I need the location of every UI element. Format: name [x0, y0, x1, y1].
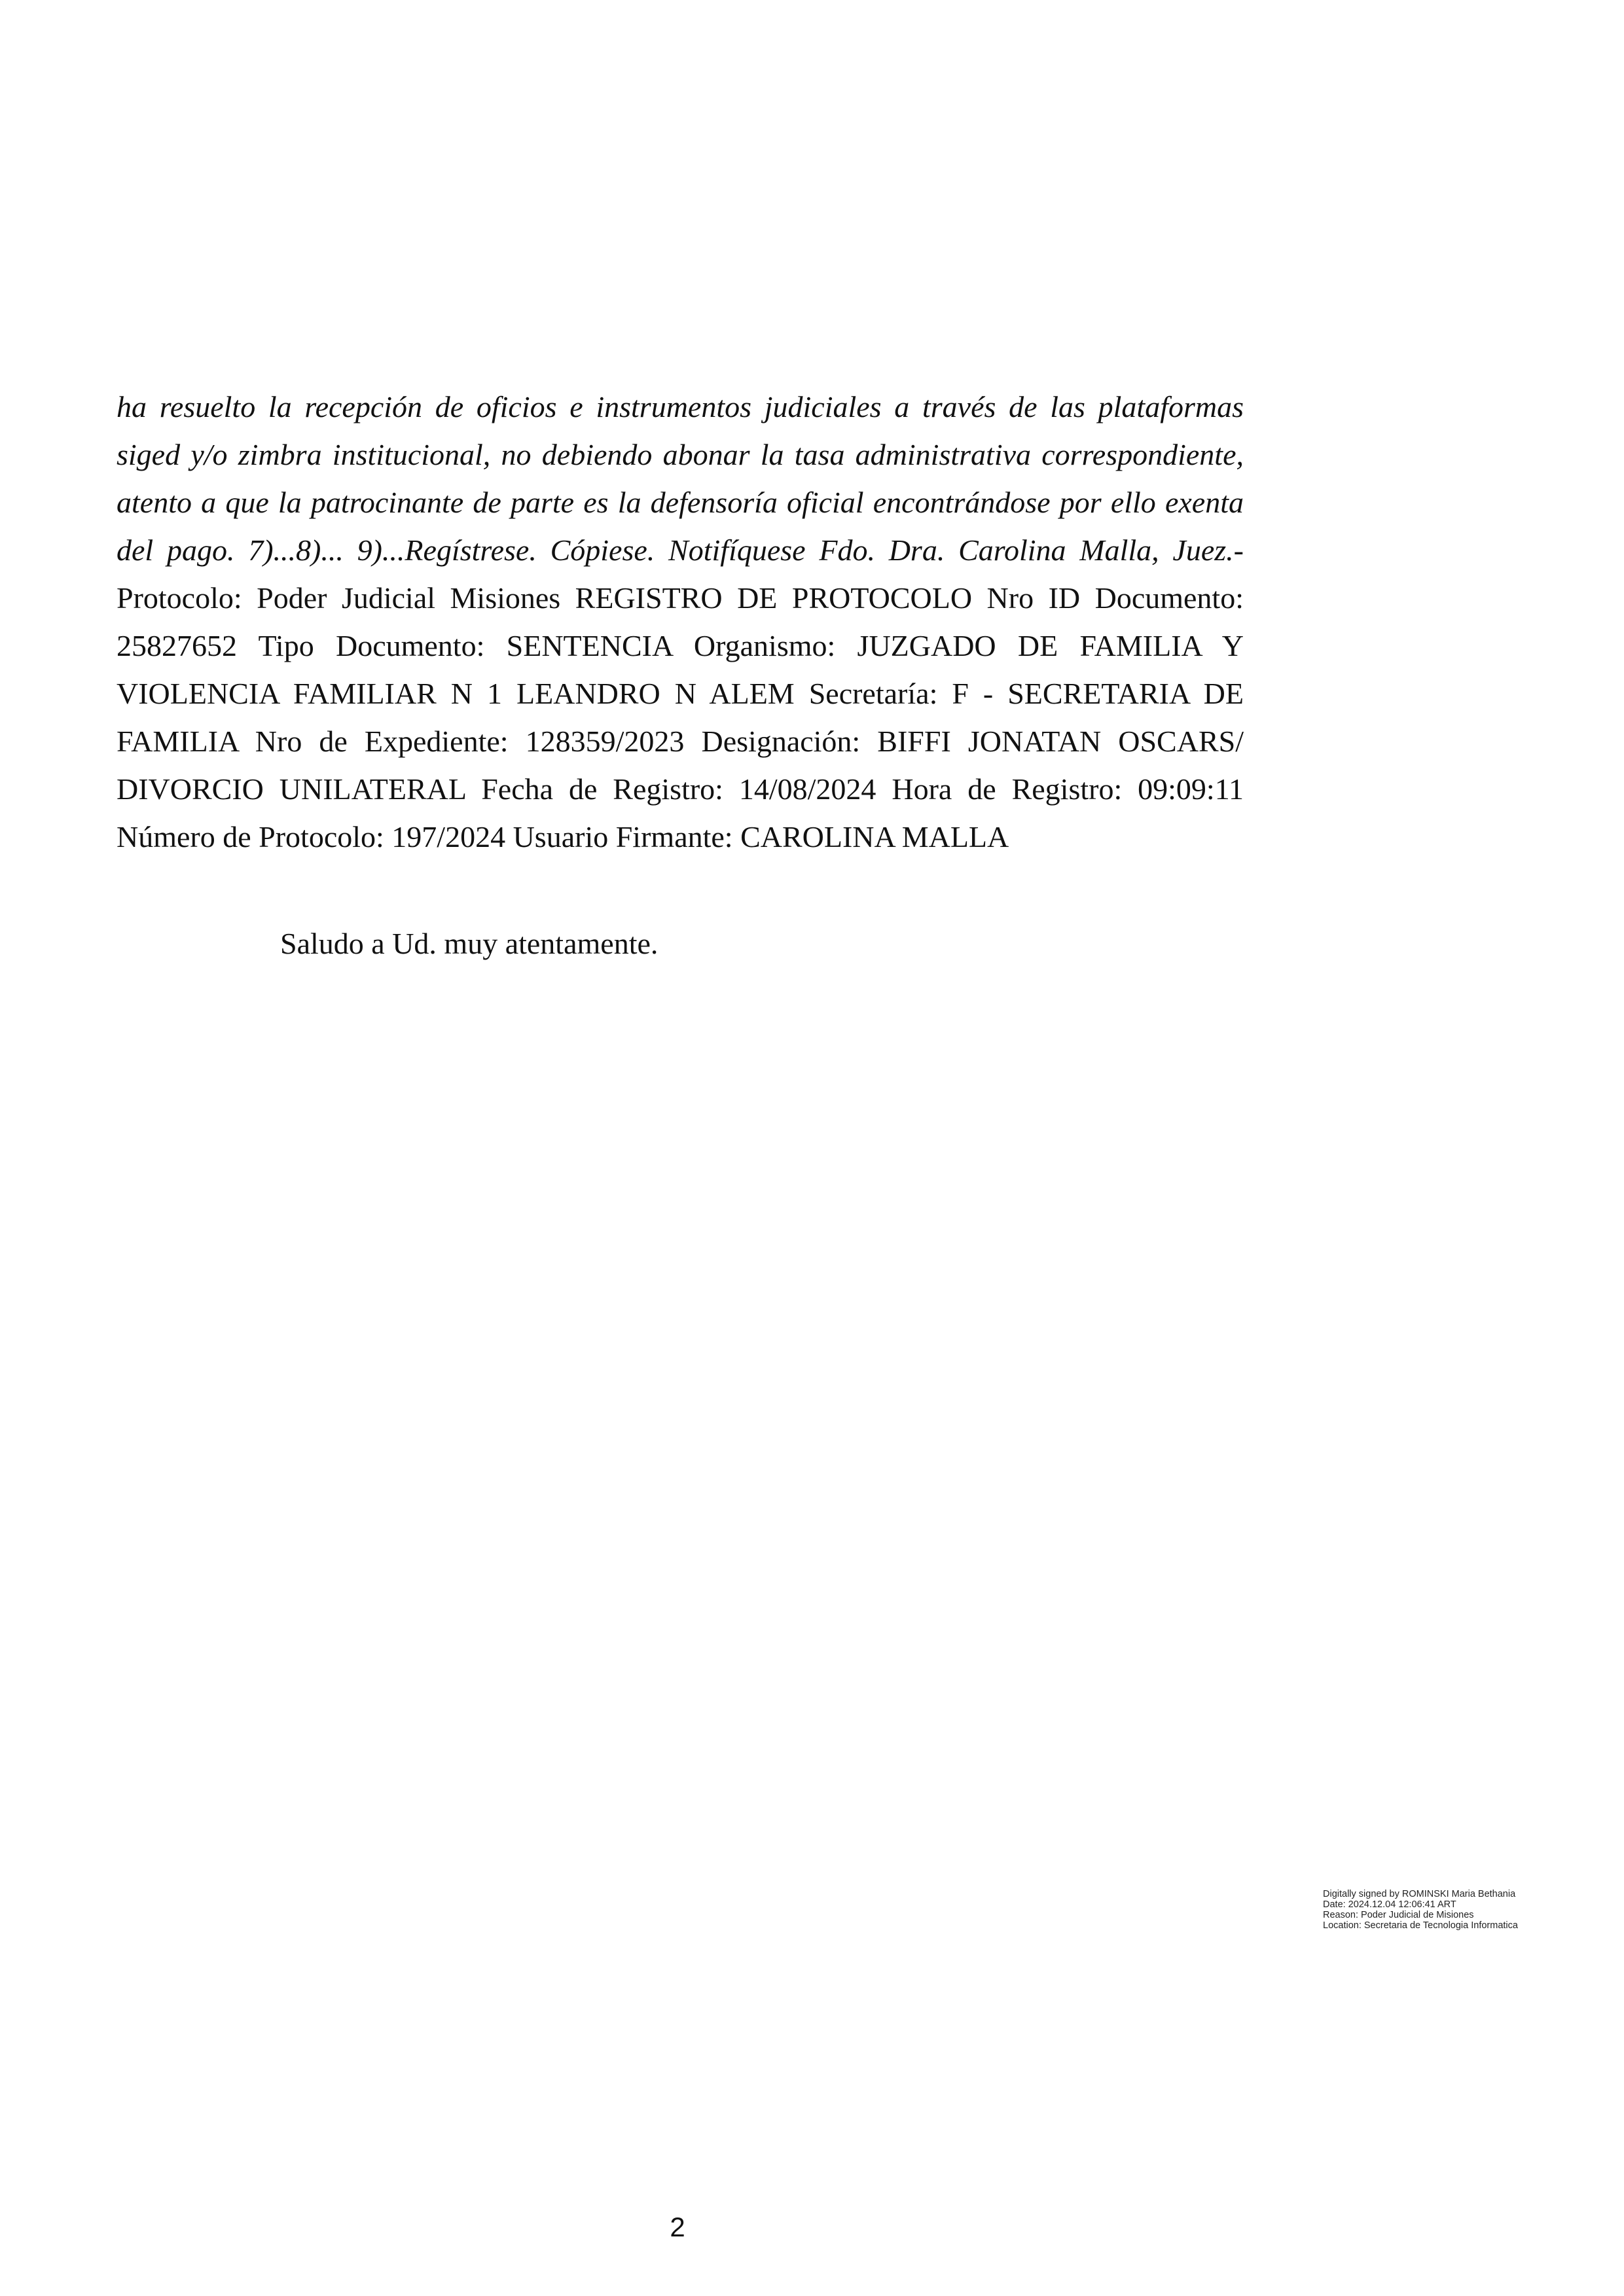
resolution-text: ha resuelto la recepción de oficios e instrumentos judiciales a través de las plataformas siged y/o zimbra institucional, no debiendo abonar la tasa administrativa correspondiente, atento a que la patrocinante de parte es la defensoría oficial encontrándose por ello exenta del pago. 7)...8)... 9)...Regístrese. Cópiese. Notifíquese Fdo. Dra. Carolina Malla, Juez. [117, 390, 1244, 567]
signature-signer: Digitally signed by ROMINSKI Maria Bethania [1323, 1889, 1516, 1899]
signature-location: Location: Secretaria de Tecnologia Informatica [1323, 1920, 1518, 1931]
body-paragraph [117, 383, 1244, 861]
protocol-text: - Protocolo: Poder Judicial Misiones REGISTRO DE PROTOCOLO Nro ID Documento: 25827652 Tipo Documento: SENTENCIA Organismo: JUZGADO DE FAMILIA Y VIOLENCIA FAMILIAR N 1 LEANDRO N ALEM Secretaría: F - SECRETARIA DE FAMILIA Nro de Expediente: 128359/2023 Designación: BIFFI JONATAN OSCARS/ DIVORCIO UNILATERAL Fecha de Registro: 14/08/2024 Hora de Registro: 09:09:11 Número de Protocolo: 197/2024 Usuario Firmante: CAROLINA MALLA [117, 533, 1244, 853]
digital-signature [1323, 1889, 1519, 1931]
signature-date: Date: 2024.12.04 12:06:41 ART [1323, 1899, 1456, 1910]
closing-salutation: Saludo a Ud. muy atentamente. [280, 927, 659, 960]
signature-reason: Reason: Poder Judicial de Misiones [1323, 1910, 1474, 1920]
page-number: 2 [670, 2212, 685, 2242]
